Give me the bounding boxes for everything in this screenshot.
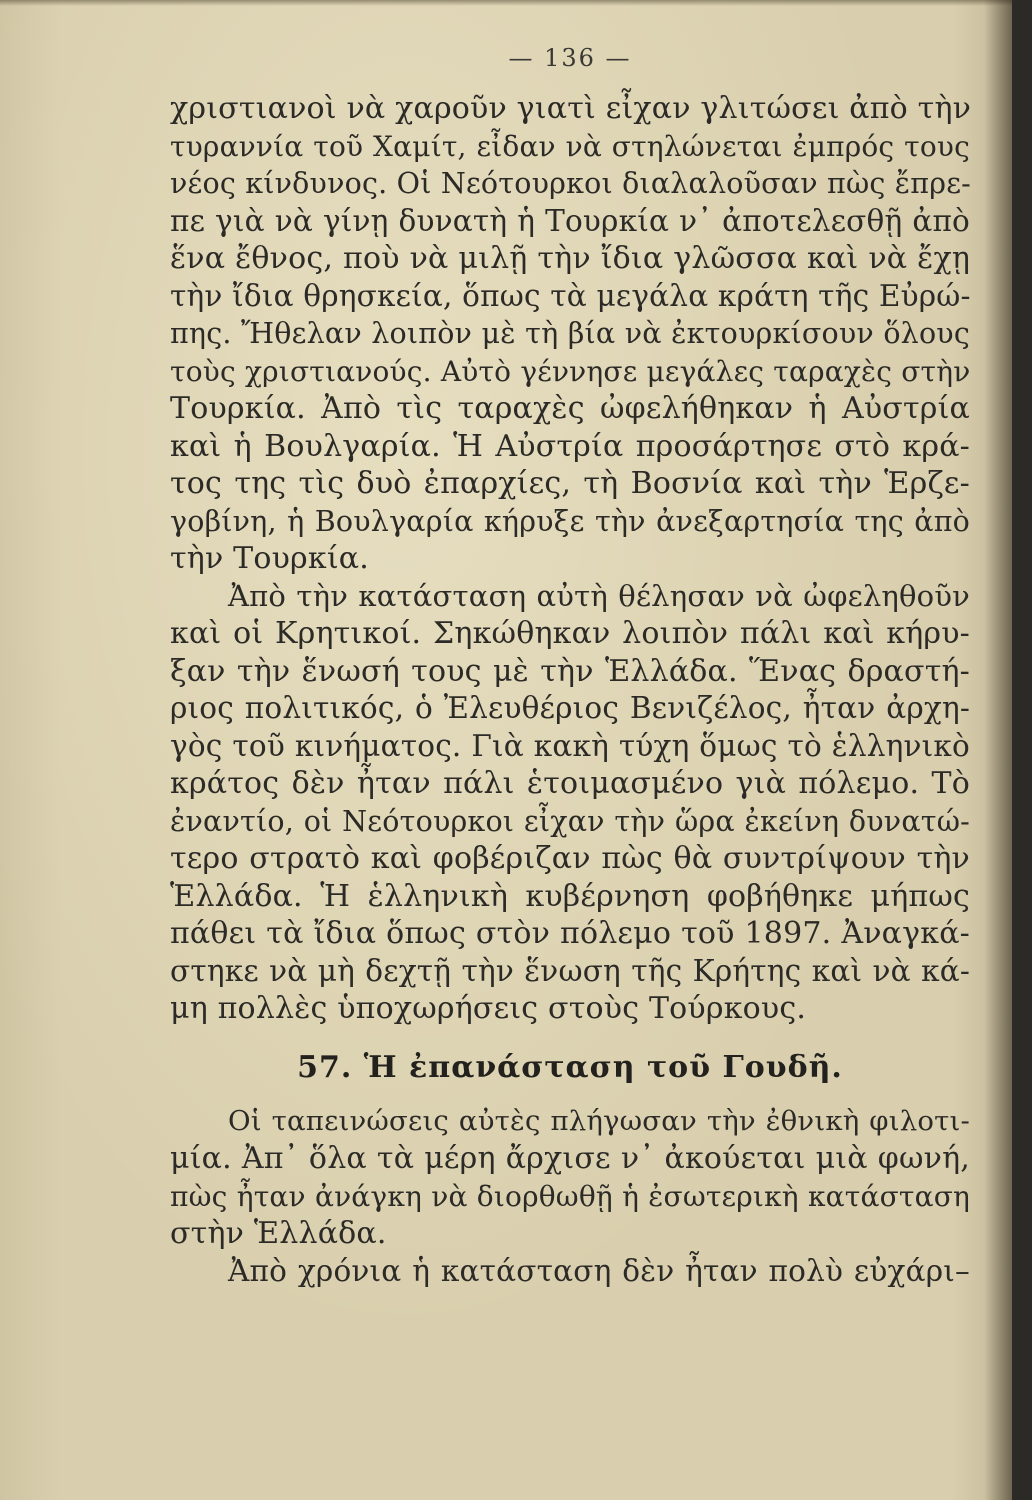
text-line: στὴν Ἑλλάδα. <box>170 1216 387 1251</box>
text-line: τοὺς χριστιανούς. Αὐτὸ γέννησε μεγάλες ταραχὲς στὴν <box>170 354 971 388</box>
text-line: γοβίνη, ἡ Βουλγαρία κήρυξε τὴν ἀνεξαρτησία της ἀπὸ <box>170 504 970 538</box>
text-line: χριστιανοὶ νὰ χαροῦν γιατὶ εἶχαν γλιτώσει ἀπὸ τὴν <box>170 91 972 126</box>
text-line: πε γιὰ νὰ γίνῃ δυνατὴ ἡ Τουρκία ν᾽ ἀποτελεσθῇ ἀπὸ <box>170 203 970 238</box>
paragraph-1 <box>170 90 970 578</box>
page-top-edge <box>0 0 1012 6</box>
text-line: τερο στρατὸ καὶ φοβέριζαν πὼς θὰ συντρίψουν τὴν <box>170 841 970 876</box>
paragraph-4 <box>170 1253 970 1291</box>
text-line: νέος κίνδυνος. Οἱ Νεότουρκοι διαλαλοῦσαν πὼς ἔπρε- <box>170 167 971 200</box>
text-line: Ἀπὸ τὴν κατάσταση αὐτὴ θέλησαν νὰ ὠφεληθοῦν <box>228 578 970 613</box>
text-line: ριος πολιτικός, ὁ Ἐλευθέριος Βενιζέλος, ἦταν ἀρχη- <box>170 691 970 725</box>
text-line: ἕνα ἔθνος, ποὺ νὰ μιλῇ τὴν ἴδια γλῶσσα καὶ νὰ ἔχῃ <box>170 241 970 276</box>
text-line: Τουρκία. Ἀπὸ τὶς ταραχὲς ὠφελήθηκαν ἡ Αὐστρία <box>170 391 970 426</box>
text-line: πὼς ἦταν ἀνάγκη νὰ διορθωθῇ ἡ ἐσωτερικὴ κατάσταση <box>170 1179 970 1213</box>
text-line: ἐναντίο, οἱ Νεότουρκοι εἶχαν τὴν ὥρα ἐκείνη δυνατώ- <box>170 804 970 838</box>
paragraph-2 <box>170 578 970 1028</box>
text-line: τὴν Τουρκία. <box>170 541 369 576</box>
text-line: πης. Ἤθελαν λοιπὸν μὲ τὴ βία νὰ ἐκτουρκίσουν ὅλους <box>170 317 970 350</box>
text-line: Ἑλλάδα. Ἡ ἑλληνικὴ κυβέρνηση φοβήθηκε μήπως <box>170 878 970 914</box>
text-line: Ἀπὸ χρόνια ἡ κατάσταση δὲν ἦταν πολὺ εὐχάρι– <box>228 1253 970 1288</box>
page-spine-shadow <box>984 0 1012 1500</box>
text-line: καὶ ἡ Βουλγαρία. Ἡ Αὐστρία προσάρτησε στὸ κρά- <box>170 428 970 464</box>
text-line: πάθει τὰ ἴδια ὅπως στὸν πόλεμο τοῦ 1897. Ἀναγκά- <box>170 916 970 951</box>
text-line: στηκε νὰ μὴ δεχτῇ τὴν ἕνωση τῆς Κρήτης καὶ νὰ κά- <box>170 953 970 988</box>
text-line: μία. Ἀπ᾽ ὅλα τὰ μέρη ἄρχισε ν᾽ ἀκούεται μιὰ φωνή, <box>170 1141 970 1176</box>
page-number: — 136 — <box>508 44 632 72</box>
text-line: τὴν ἴδια θρησκεία, ὅπως τὰ μεγάλα κράτη τῆς Εὐρώ- <box>170 278 971 313</box>
text-line: γὸς τοῦ κινήματος. Γιὰ κακὴ τύχη ὅμως τὸ ἑλληνικὸ <box>170 728 970 763</box>
section-heading: 57. Ἡ ἐπανάσταση τοῦ Γουδῆ. <box>297 1049 843 1085</box>
text-line: κράτος δὲν ἦταν πάλι ἑτοιμασμένο γιὰ πόλεμο. Τὸ <box>170 766 970 801</box>
text-line: καὶ οἱ Κρητικοί. Σηκώθηκαν λοιπὸν πάλι καὶ κήρυ- <box>170 616 970 651</box>
text-line: τος της τὶς δυὸ ἐπαρχίες, τὴ Βοσνία καὶ τὴν Ἑρζε- <box>170 466 970 501</box>
text-line: Οἱ ταπεινώσεις αὐτὲς πλήγωσαν τὴν ἐθνικὴ φιλοτι- <box>228 1104 970 1137</box>
text-line: μη πολλὲς ὑποχωρήσεις στοὺς Τούρκους. <box>170 991 807 1026</box>
text-line: ξαν τὴν ἕνωσή τους μὲ τὴν Ἑλλάδα. Ἕνας δραστή- <box>170 653 970 689</box>
text-line: τυραννία τοῦ Χαμίτ, εἶδαν νὰ στηλώνεται ἐμπρός τους <box>170 129 970 163</box>
paragraph-3 <box>170 1103 970 1253</box>
page-content <box>170 44 970 1290</box>
